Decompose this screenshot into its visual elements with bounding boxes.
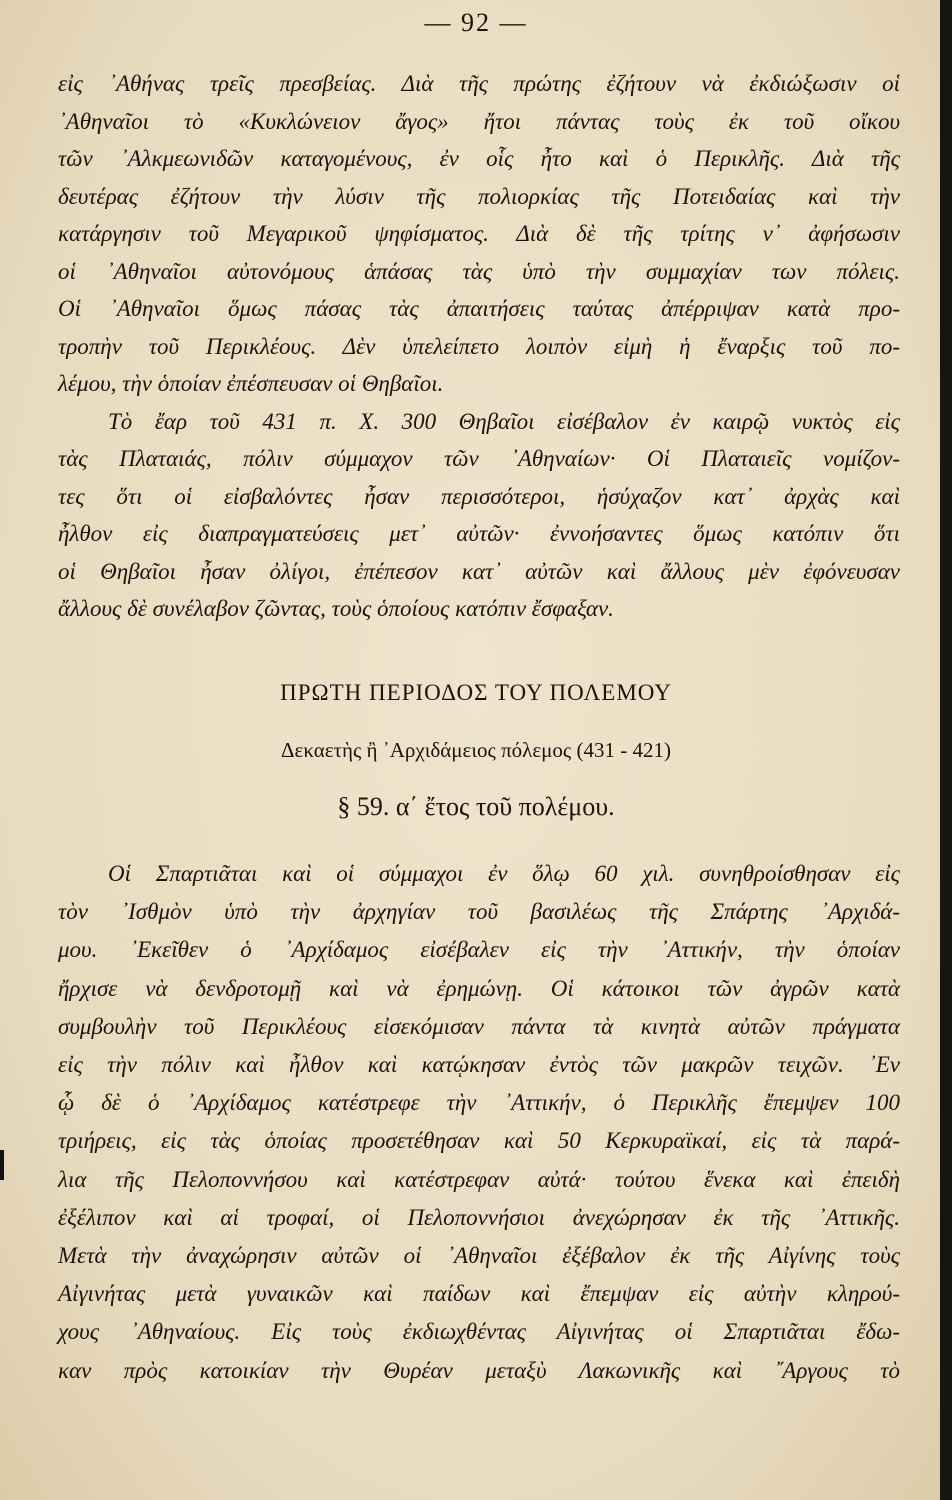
text-line: δευτέρας ἐζήτουν τὴν λύσιν τῆς πολιορκίας τῆς Ποτειδαίας καὶ τὴν <box>58 183 900 209</box>
text-line: χους ᾽Αθηναίους. Εἰς τοὺς ἐκδιωχθέντας Αἰγινήτας οἱ Σπαρτιᾶται ἔδω- <box>58 1319 900 1345</box>
text-line: καν πρὸς κατοικίαν τὴν Θυρέαν μεταξὺ Λακωνικῆς καὶ ῎Αργους τὸ <box>58 1357 900 1383</box>
section-heading: § 59. α΄ ἔτος τοῦ πολέμου. <box>337 792 615 821</box>
binding-mark <box>0 1150 4 1180</box>
text-line: Οἱ ᾽Αθηναῖοι ὅμως πάσας τὰς ἀπαιτήσεις ταύτας ἀπέρριψαν κατὰ προ- <box>58 296 900 321</box>
page-number: — 92 — <box>424 8 528 37</box>
text-line: ἤρχισε νὰ δενδροτομῇ καὶ νὰ ἐρημώνῃ. Οἱ κάτοικοι τῶν ἀγρῶν κατὰ <box>58 975 900 1001</box>
text-line: μου. ᾽Εκεῖθεν ὁ ᾽Αρχίδαμος εἰσέβαλεν εἰς τὴν ᾽Αττικήν, τὴν ὁποίαν <box>58 937 900 963</box>
text-line: κατάργησιν τοῦ Μεγαρικοῦ ψηφίσματος. Διὰ δὲ τῆς τρίτης ν᾽ ἀφήσωσιν <box>58 221 900 246</box>
paragraph-embassies <box>58 65 900 628</box>
text-line: εἰς ᾽Αθήνας τρεῖς πρεσβείας. Διὰ τῆς πρώτης ἐζήτουν νὰ ἐκδιώξωσιν οἱ <box>58 71 900 96</box>
text-line: ᾽Αθηναῖοι τὸ «Κυκλώνειον ἄγος» ἤτοι πάντας τοὺς ἐκ τοῦ οἴκου <box>58 108 900 134</box>
text-line: ἄλλους δὲ συνέλαβον ζῶντας, τοὺς ὁποίους κατόπιν ἔσφαξαν. <box>58 596 614 621</box>
text-line: οἱ ᾽Αθηναῖοι αὐτονόμους ἁπάσας τὰς ὑπὸ τὴν συμμαχίαν των πόλεις. <box>58 258 900 284</box>
text-line: τες ὅτι οἱ εἰσβαλόντες ἦσαν περισσότεροι, ἡσύχαζον κατ᾽ ἀρχὰς καὶ <box>58 483 900 509</box>
text-line: ᾧ δὲ ὁ ᾽Αρχίδαμος κατέστρεφε τὴν ᾽Αττικήν, ὁ Περικλῆς ἔπεμψεν 100 <box>58 1090 900 1116</box>
text-line: Οἱ Σπαρτιᾶται καὶ οἱ σύμμαχοι ἐν ὅλῳ 60 χιλ. συνηθροίσθησαν εἰς <box>108 861 900 886</box>
chapter-title: ΠΡΩΤΗ ΠΕΡΙΟΔΟΣ ΤΟΥ ΠΟΛΕΜΟΥ <box>280 680 672 705</box>
text-line: ἐξέλιπον καὶ αἱ τροφαί, οἱ Πελοποννήσιοι ἀνεχώρησαν ἐκ τῆς ᾽Αττικῆς. <box>58 1204 900 1230</box>
text-line: λέμου, τὴν ὁποίαν ἐπέσπευσαν οἱ Θηβαῖοι. <box>58 371 444 396</box>
page-edge-shadow <box>940 0 952 1500</box>
text-line: Τὸ ἔαρ τοῦ 431 π. Χ. 300 Θηβαῖοι εἰσέβαλον ἐν καιρῷ νυκτὸς εἰς <box>108 408 900 434</box>
text-line: οἱ Θηβαῖοι ἦσαν ὀλίγοι, ἐπέπεσον κατ᾽ αὐτῶν καὶ ἄλλους μὲν ἐφόνευσαν <box>58 558 900 584</box>
text-line: τὸν ᾽Ισθμὸν ὑπὸ τὴν ἀρχηγίαν τοῦ βασιλέως τῆς Σπάρτης ᾽Αρχιδά- <box>58 899 900 925</box>
text-line: τροπὴν τοῦ Περικλέους. Δὲν ὑπελείπετο λοιπὸν εἰμὴ ἡ ἔναρξις τοῦ πο- <box>58 333 900 359</box>
text-line: Μετὰ τὴν ἀναχώρησιν αὐτῶν οἱ ᾽Αθηναῖοι ἐξέβαλον ἐκ τῆς Αἰγίνης τοὺς <box>58 1243 900 1269</box>
text-line: ἦλθον εἰς διαπραγματεύσεις μετ᾽ αὐτῶν· ἐννοήσαντες ὅμως κατόπιν ὅτι <box>58 521 900 546</box>
text-line: τὰς Πλαταιάς, πόλιν σύμμαχον τῶν ᾽Αθηναίων· Οἱ Πλαταιεῖς νομίζον- <box>58 446 900 471</box>
text-line: λια τῆς Πελοποννήσου καὶ κατέστρεφαν αὐτά· τούτου ἕνεκα καὶ ἐπειδὴ <box>58 1166 900 1192</box>
text-line: τριήρεις, εἰς τὰς ὁποίας προσετέθησαν καὶ 50 Κερκυραϊκαί, εἰς τὰ παρά- <box>58 1128 900 1154</box>
text-line: τῶν ᾽Αλκμεωνιδῶν καταγομένους, ἐν οἷς ἦτο καὶ ὁ Περικλῆς. Διὰ τῆς <box>58 146 900 171</box>
chapter-subtitle: Δεκαετὴς ἢ ᾽Αρχιδάμειος πόλεμος (431 - 421) <box>281 738 671 762</box>
text-line: εἰς τὴν πόλιν καὶ ἦλθον καὶ κατῴκησαν ἐντὸς τῶν μακρῶν τειχῶν. ᾽Εν <box>58 1052 900 1078</box>
text-line: Αἰγινήτας μετὰ γυναικῶν καὶ παίδων καὶ ἔπεμψαν εἰς αὐτὴν κληρού- <box>58 1281 900 1307</box>
text-line: συμβουλὴν τοῦ Περικλέους εἰσεκόμισαν πάντα τὰ κινητὰ αὐτῶν πράγματα <box>58 1013 900 1039</box>
paragraph-first-year <box>58 855 900 1390</box>
